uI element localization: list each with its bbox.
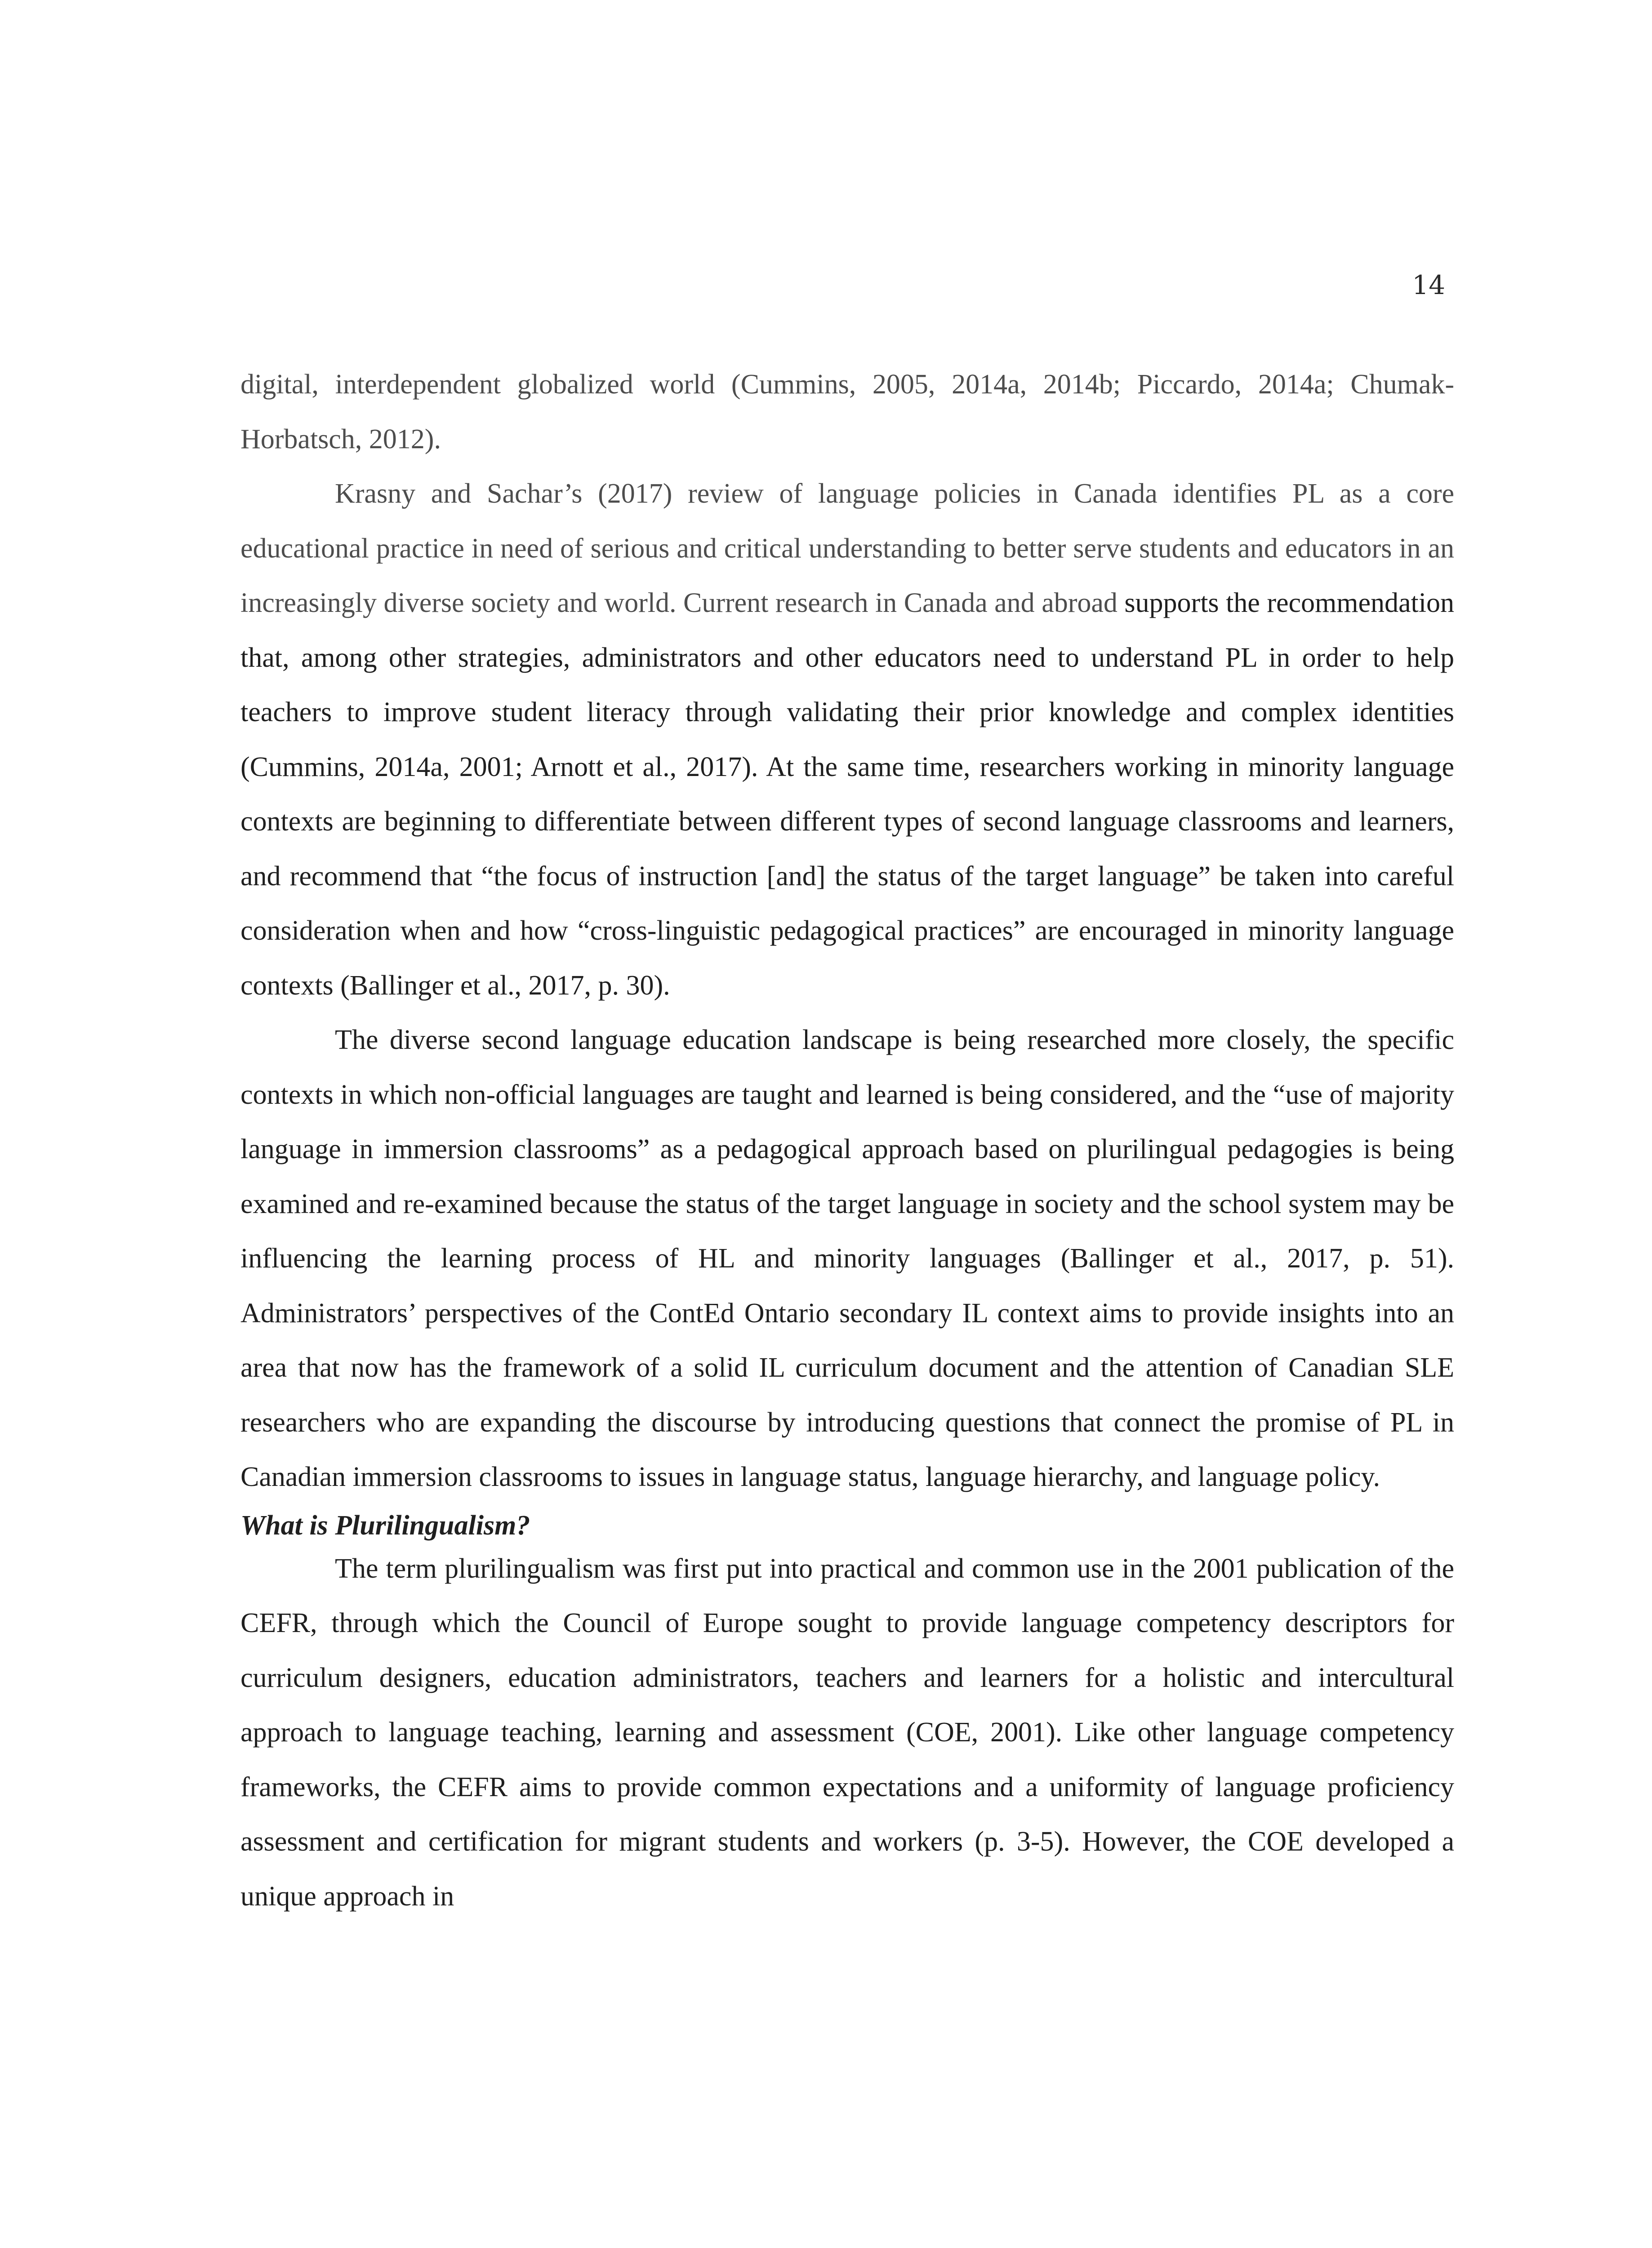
section-heading: What is Plurilingualism? — [240, 1510, 530, 1541]
paragraph-2-part-1: Krasny and Sachar’s (2017) review of language policies in Canada identifies PL as a core educational practice in need of serious and critical understanding to better serve students and educators in an increasingly diverse society and world. Current research in Canada and abroad — [240, 478, 1454, 618]
paragraph-1: digital, interdependent globalized world (Cummins, 2005, 2014a, 2014b; Piccardo, 2014a; Chumak-Horbatsch, 2012). — [240, 369, 1454, 455]
page-number: 14 — [1412, 270, 1445, 300]
paragraph-4: The term plurilingualism was first put into practical and common use in the 2001 publication of the CEFR, through which the Council of Europe sought to provide language competency descriptors for curriculum designers, education administrators, teachers and learners for a holistic and intercultural approach to language teaching, learning and assessment (COE, 2001). Like other language competency frameworks, the CEFR aims to provide common expectations and a uniformity of language proficiency assessment and certification for migrant students and workers (p. 3-5). However, the COE developed a unique approach in — [240, 1553, 1454, 1912]
paragraph-3: The diverse second language education landscape is being researched more closely, the specific contexts in which non-official languages are taught and learned is being considered, and the “use of majority language in immersion classrooms” as a pedagogical approach based on plurilingual pedagogies is being examined and re-examined because the status of the target language in society and the school system may be influencing the learning process of HL and minority languages (Ballinger et al., 2017, p. 51). Administrators’ perspectives of the ContEd Ontario secondary IL context aims to provide insights into an area that now has the framework of a solid IL curriculum document and the attention of Canadian SLE researchers who are expanding the discourse by introducing questions that connect the promise of PL in Canadian immersion classrooms to issues in language status, language hierarchy, and language policy. — [240, 1025, 1454, 1492]
paragraph-2 — [240, 467, 1454, 1013]
body-text — [240, 357, 1454, 1924]
paragraph-2-part-2: supports the recommendation that, among other strategies, administrators and other educators need to understand PL in order to help teachers to improve student literacy through validating their prior knowledge and complex identities (Cummins, 2014a, 2001; Arnott et al., 2017). At the same time, researchers working in minority language contexts are beginning to differentiate between different types of second language classrooms and learners, and recommend that “the focus of instruction [and] the status of the target language” be taken into careful consideration when and how “cross-linguistic pedagogical practices” are encouraged in minority language contexts (Ballinger et al., 2017, p. 30). — [240, 588, 1454, 1001]
